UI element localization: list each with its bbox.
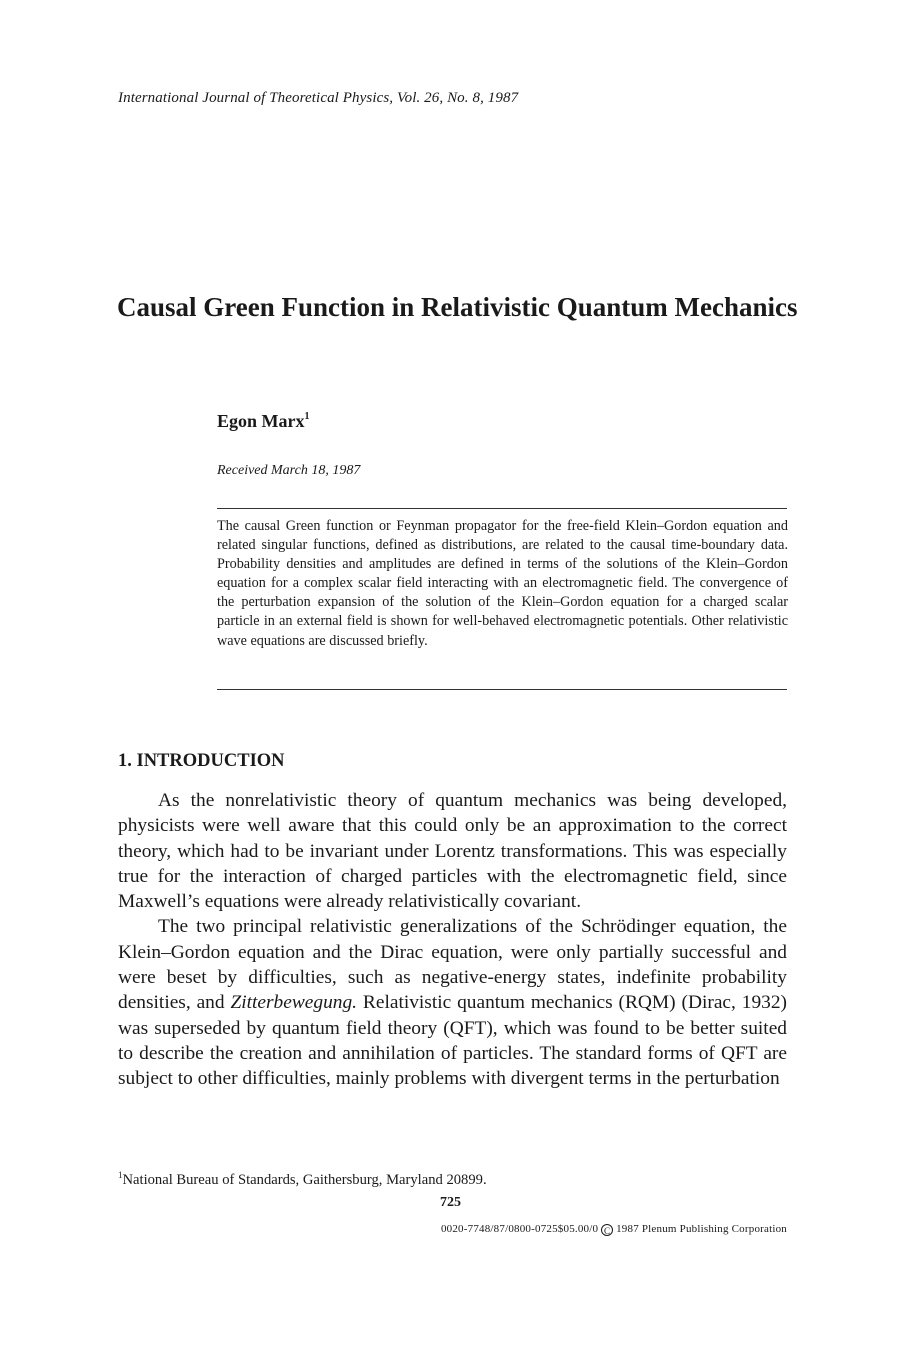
paragraph-2-end: Relativistic quantum mechanics (RQM) (Dirac, 1932) was superseded by quantum field theory (QFT), which was found to be better suited to describe the creation and annihilation of particles. The standard forms of QFT are subject to other difficulties, mainly problems with divergent terms in the perturbation xyxy=(118,992,787,1090)
paragraph-2-start: The two principal relativistic generalizations of the Schrödinger equation, the Klein–Gordon equation and the Dirac equation, were only partially successful and were beset by difficulties, such as negative-energy states, indefinite probability densities, and xyxy=(118,916,787,1014)
author-line xyxy=(217,411,310,432)
footnote-mark: 1 xyxy=(118,1170,123,1180)
copyright-line xyxy=(441,1223,787,1236)
paper-title: Causal Green Function in Relativistic Quantum Mechanics xyxy=(117,292,798,322)
body-text xyxy=(118,788,787,1092)
paragraph-2 xyxy=(118,914,787,1091)
footnote xyxy=(118,1172,487,1189)
copyright-text: 1987 Plenum Publishing Corporation xyxy=(616,1223,787,1235)
author-footnote-mark: 1 xyxy=(304,411,310,422)
issn-code: 0020-7748/87/0800-0725$05.00/0 xyxy=(440,1223,599,1235)
abstract-top-rule xyxy=(217,508,787,509)
paragraph-1: As the nonrelativistic theory of quantum mechanics was being developed, physicists were well aware that this could only be an approximation to the correct theory, which had to be invariant under Lorentz transformations. This was especially true for the interaction of charged particles with the electromagnetic field, since Maxwell’s equations were already relativistically covariant. xyxy=(118,790,787,913)
page-number: 725 xyxy=(440,1195,461,1210)
copyright-icon: C xyxy=(601,1224,613,1236)
author-name: Egon Marx xyxy=(217,411,305,431)
journal-header: International Journal of Theoretical Physics, Vol. 26, No. 8, 1987 xyxy=(118,90,519,106)
footnote-text: National Bureau of Standards, Gaithersburg, Maryland 20899. xyxy=(122,1172,487,1188)
section-heading: 1. INTRODUCTION xyxy=(118,751,285,771)
received-date: Received March 18, 1987 xyxy=(217,463,361,478)
paragraph-2-italic-term: Zitterbewegung. xyxy=(230,992,358,1014)
abstract: The causal Green function or Feynman propagator for the free-field Klein–Gordon equation and related singular functions, defined as distributions, are related to the causal time-boundary data. Probability densities and amplitudes are defined in terms of the solutions of the Klein–Gordon equation for a complex scalar field interacting with an electromagnetic field. The convergence of the perturbation expansion of the solution of the Klein–Gordon equation for a charged scalar particle in an external field is shown for well-behaved electromagnetic potentials. Other relativistic wave equations are discussed briefly. xyxy=(217,518,788,649)
abstract-bottom-rule xyxy=(217,689,787,690)
